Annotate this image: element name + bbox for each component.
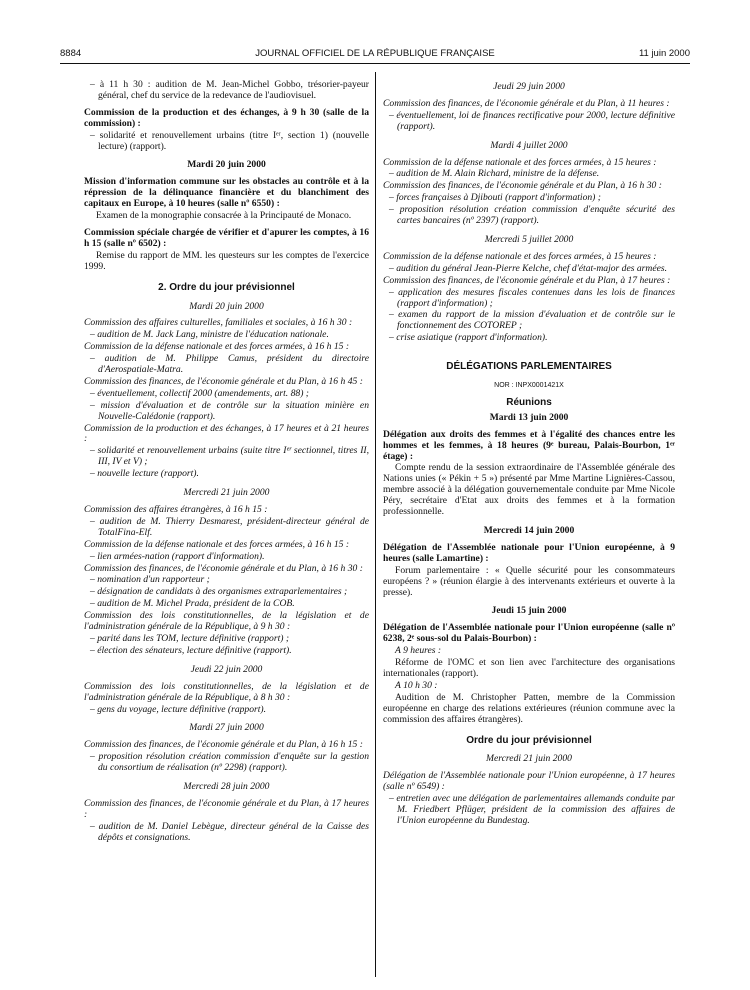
day-heading: Jeudi 22 juin 2000	[190, 663, 263, 675]
agenda-item: – désignation de candidats à des organismes extraparlementaires ;	[90, 586, 348, 598]
agenda-item: – solidarité et renouvellement urbains (suite titre Iᵉʳ sectionnel, titres II, III, IV et V) ;	[90, 445, 369, 468]
commission-line: Commission de la production et des échanges, à 17 heures et à 21 heures :	[84, 422, 369, 445]
agenda-item: – audition de M. Alain Richard, ministre de la défense.	[389, 168, 600, 180]
day-heading: Mardi 20 juin 2000	[189, 300, 264, 312]
agenda-item: – proposition résolution création commission d'enquête sur la gestion du consortium de réalisation (nº 2298) (rapport).	[90, 751, 369, 774]
commission-line: Commission de la défense nationale et des forces armées, à 16 h 15 :	[84, 538, 350, 550]
agenda-item: – audition de M. Daniel Lebègue, directeur général de la Caisse des dépôts et consignations.	[90, 820, 369, 843]
day-heading: Jeudi 15 juin 2000	[491, 605, 567, 617]
section-heading: DÉLÉGATIONS PARLEMENTAIRES	[446, 361, 612, 373]
day-heading: Mercredi 14 juin 2000	[483, 525, 575, 536]
agenda-item: – forces françaises à Djibouti (rapport d'information) ;	[389, 192, 601, 204]
commission-line: Commission des finances, de l'économie générale et du Plan, à 17 heures :	[383, 274, 671, 286]
page-header	[60, 48, 690, 64]
agenda-item: – examen du rapport de la mission d'évaluation et de contrôle sur le fonctionnement des COTOREP ;	[389, 309, 675, 332]
agenda-item: – gens du voyage, lecture définitive (rapport).	[90, 703, 267, 715]
header-rule	[60, 63, 690, 64]
commission-line: Délégation de l'Assemblée nationale pour l'Union européenne, à 17 heures (salle nº 6549) :	[383, 770, 675, 793]
commission-line: Commission des lois constitutionnelles, de la législation et de l'administration générale de la République, à 8 h 30 :	[84, 680, 369, 703]
agenda-item: – application des mesures fiscales contenues dans les lois de finances (rapport d'information) ;	[389, 286, 675, 309]
meeting-body: Compte rendu de la session extraordinaire de l'Assemblée générale des Nations unies (« Pékin + 5 ») présenté par Mme Martine Lignières-Cassou, membre associé à la délégation gouvernementale conduite par Mme Nicole Péry, secrétaire d'Etat aux droits des femmes et à la formation professionnelle.	[383, 462, 675, 518]
meeting-body: Réforme de l'OMC et son lien avec l'architecture des organisations internationales (rapport).	[383, 657, 675, 679]
day-heading: Mercredi 21 juin 2000	[486, 753, 572, 765]
section-heading: Ordre du jour prévisionnel	[466, 734, 592, 746]
agenda-item: – audition de M. Michel Prada, président de la COB.	[90, 598, 295, 610]
meeting-title: Mission d'information commune sur les obstacles au contrôle et à la répression de la délinquance financière et du blanchiment des capitaux en Europe, à 10 heures (salle nº 6550) :	[84, 176, 369, 210]
meeting-title: Commission spéciale chargée de vérifier et d'apurer les comptes, à 16 h 15 (salle nº 6502) :	[84, 226, 369, 249]
agenda-item: – audition de M. Thierry Desmarest, président-directeur général de TotalFina-Elf.	[90, 515, 369, 538]
commission-line: Commission de la défense nationale et des forces armées, à 16 h 15 :	[84, 341, 350, 353]
journal-title: JOURNAL OFFICIEL DE LA RÉPUBLIQUE FRANÇAISE	[255, 48, 495, 59]
meeting-title: Commission de la production et des échanges, à 9 h 30 (salle de la commission) :	[84, 106, 369, 129]
agenda-item: – crise asiatique (rapport d'information).	[389, 332, 548, 344]
agenda-item: – proposition résolution création commission d'enquête sécurité des cartes bancaires (nº 2397) (rapport).	[389, 204, 675, 227]
agenda-item: – à 11 h 30 : audition de M. Jean-Michel Gobbo, trésorier-payeur général, chef du service de la redevance de l'audiovisuel.	[90, 79, 369, 101]
day-heading: Mardi 27 juin 2000	[189, 722, 264, 734]
commission-line: Commission des affaires étrangères, à 16 h 15 :	[84, 504, 268, 515]
commission-line: Commission des affaires culturelles, familiales et sociales, à 16 h 30 :	[84, 317, 353, 329]
agenda-item: – éventuellement, collectif 2000 (amendements, art. 88) ;	[90, 387, 309, 399]
agenda-item: – audition de M. Philippe Camus, président du directoire d'Aerospatiale-Matra.	[90, 353, 369, 376]
meeting-body: Examen de la monographie consacrée à la Principauté de Monaco.	[96, 210, 352, 222]
agenda-item: – solidarité et renouvellement urbains (titre Iᵉʳ, section 1) (nouvelle lecture) (rapport).	[90, 129, 369, 152]
commission-line: Commission des finances, de l'économie générale et du Plan, à 16 h 15 :	[84, 739, 363, 751]
meeting-body: Remise du rapport de MM. les questeurs sur les comptes de l'exercice 1999.	[84, 249, 369, 272]
right-column	[383, 80, 675, 828]
day-heading: Mercredi 28 juin 2000	[183, 781, 270, 793]
day-heading: Mercredi 5 juillet 2000	[484, 233, 574, 245]
agenda-item: – nomination d'un rapporteur ;	[90, 574, 210, 586]
agenda-item: – mission d'évaluation et de contrôle sur la situation minière en Nouvelle-Calédonie (rapport).	[90, 399, 369, 422]
commission-line: Commission des finances, de l'économie générale et du Plan, à 16 h 30 :	[84, 562, 363, 574]
agenda-item: – audition du général Jean-Pierre Kelche, chef d'état-major des armées.	[389, 262, 667, 274]
commission-line: Commission des finances, de l'économie générale et du Plan, à 17 heures :	[84, 797, 369, 820]
commission-line: Commission de la défense nationale et des forces armées, à 15 heures :	[383, 156, 657, 168]
time-label: A 9 heures :	[395, 645, 442, 657]
agenda-item: – élection des sénateurs, lecture définitive (rapport).	[90, 644, 292, 656]
agenda-item: – éventuellement, loi de finances rectificative pour 2000, lecture définitive (rapport).	[389, 109, 675, 132]
day-heading: Mercredi 21 juin 2000	[183, 487, 270, 499]
commission-line: Commission des finances, de l'économie générale et du Plan, à 16 h 30 :	[383, 180, 662, 192]
left-column	[84, 80, 369, 845]
commission-line: Commission des finances, de l'économie générale et du Plan, à 16 h 45 :	[84, 375, 363, 387]
commission-line: Commission de la défense nationale et des forces armées, à 15 heures :	[383, 250, 657, 262]
commission-line: Commission des finances, de l'économie générale et du Plan, à 11 heures :	[383, 97, 670, 109]
day-heading: Mardi 4 juillet 2000	[490, 139, 568, 151]
day-heading: Mardi 20 juin 2000	[187, 159, 266, 171]
meeting-body: Forum parlementaire : « Quelle sécurité pour les consommateurs européens ? » (réunion élargie à des intervenants extérieurs et ouverte à la presse).	[383, 564, 675, 598]
meeting-body: Audition de M. Christopher Patten, membre de la Commission européenne en charge des relations extérieures (réunion commune avec la commission des affaires étrangères).	[383, 691, 675, 725]
day-heading: Jeudi 29 juin 2000	[493, 81, 565, 92]
meeting-title: Délégation de l'Assemblée nationale pour l'Union européenne, à 9 heures (salle Lamartine) :	[383, 541, 675, 564]
meeting-title: Délégation de l'Assemblée nationale pour l'Union européenne (salle nº 6238, 2ᵉ sous-sol du Palais-Bourbon) :	[383, 622, 675, 645]
meeting-title: Délégation aux droits des femmes et à l'égalité des chances entre les hommes et les femmes, à 18 heures (9ᵉ bureau, Palais-Bourbon, 1ᵉʳ étage) :	[383, 428, 675, 462]
time-label: A 10 h 30 :	[395, 679, 438, 691]
agenda-item: – entretien avec une délégation de parlementaires allemands conduite par M. Friedbert Pflüger, président de la commission des affaires de l'Union européenne du Bundestag.	[389, 793, 675, 826]
agenda-item: – nouvelle lecture (rapport).	[90, 468, 199, 480]
agenda-item: – lien armées-nation (rapport d'information).	[90, 550, 265, 562]
section-heading: 2. Ordre du jour prévisionnel	[158, 281, 295, 293]
column-divider	[375, 72, 376, 977]
agenda-item: – parité dans les TOM, lecture définitive (rapport) ;	[90, 632, 290, 644]
issue-date: 11 juin 2000	[638, 48, 690, 59]
day-heading: Mardi 13 juin 2000	[489, 411, 569, 423]
subsection-heading: Réunions	[506, 396, 552, 408]
nor-reference: NOR : INPX0001421X	[494, 382, 564, 390]
page-number: 8884	[60, 48, 82, 59]
commission-line: Commission des lois constitutionnelles, de la législation et de l'administration générale de la République, à 9 h 30 :	[84, 610, 369, 633]
agenda-item: – audition de M. Jack Lang, ministre de l'éducation nationale.	[90, 329, 329, 341]
